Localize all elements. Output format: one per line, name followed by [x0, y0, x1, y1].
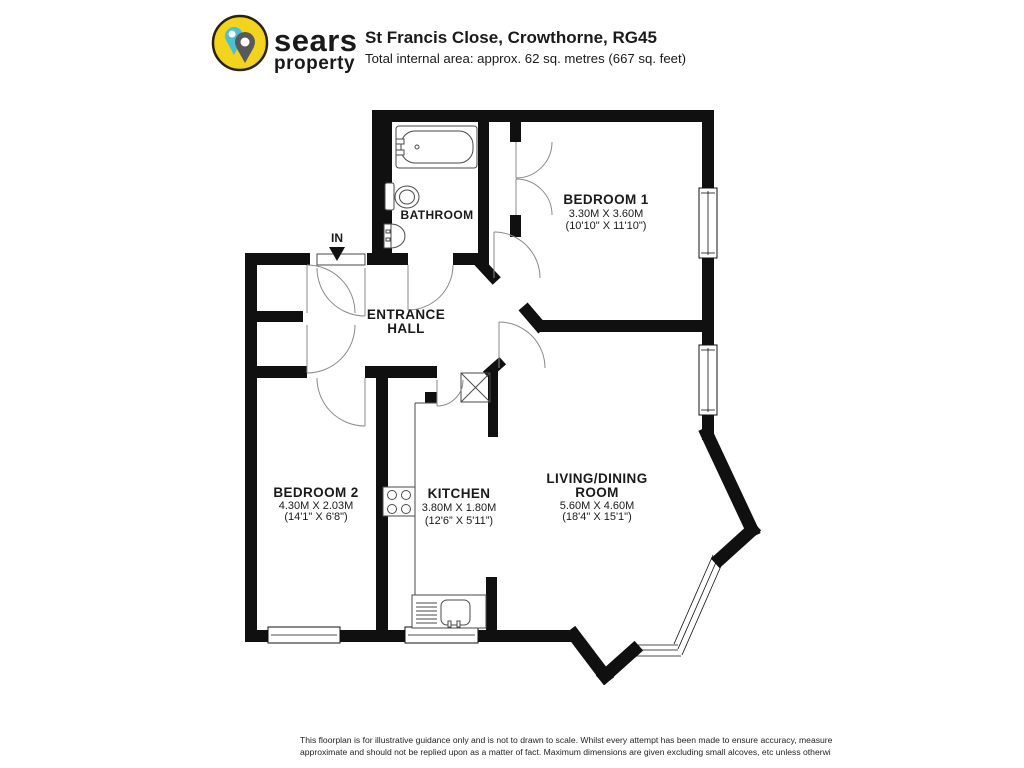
disclaimer-line1: This floorplan is for illustrative guidance only and is not to drawn to scale. Whilst every attempt has been made to ensure accuracy, measure: [300, 735, 833, 745]
entrance-hall-label: [367, 307, 445, 336]
hob-icon: [383, 487, 415, 516]
living-room-window: [699, 345, 717, 415]
svg-text:BEDROOM 2: BEDROOM 2: [273, 485, 359, 500]
svg-text:3.80M X 1.80M: 3.80M X 1.80M: [421, 502, 497, 514]
entrance-marker: [329, 231, 345, 261]
bathroom-sink-icon: [384, 224, 405, 248]
footer: [300, 735, 833, 757]
floor-plan: [245, 110, 752, 676]
bedroom2-door: [317, 378, 365, 426]
svg-text:5.60M X 4.60M: 5.60M X 4.60M: [559, 500, 635, 512]
living-dining-label: [546, 471, 647, 523]
kitchen-sink-icon: [412, 595, 486, 628]
room-labels: [273, 192, 648, 527]
svg-text:(14'1" X 6'8"): (14'1" X 6'8"): [284, 511, 348, 523]
sears-property-logo-icon: [213, 16, 267, 70]
bathroom-door: [408, 265, 453, 310]
bay-window: [634, 555, 721, 656]
kitchen-window: [405, 627, 478, 643]
toilet-icon: [385, 183, 419, 210]
svg-text:3.30M X 3.60M: 3.30M X 3.60M: [568, 208, 644, 220]
cupboard-icon: [461, 373, 490, 402]
cupboard-door-a: [307, 265, 355, 313]
cupboard-door-b: [307, 325, 355, 373]
svg-text:ROOM: ROOM: [575, 485, 619, 500]
svg-text:KITCHEN: KITCHEN: [427, 486, 491, 501]
kitchen-door: [437, 380, 463, 406]
svg-text:LIVING/DINING: LIVING/DINING: [546, 471, 648, 486]
disclaimer-line2: approximate and should not be replied upon as a matter of fact. Maximum dimensions are given excluding small alcoves, etc unless otherwi: [300, 747, 831, 757]
bedroom1-double-door: [516, 142, 552, 215]
svg-text:HALL: HALL: [387, 321, 425, 336]
brand-suffix: property: [274, 53, 356, 74]
doors: [307, 142, 552, 426]
bedroom2-window: [268, 627, 340, 643]
brand-name: sears: [274, 23, 358, 58]
entrance-door: [317, 254, 365, 316]
kitchen-label: [422, 486, 497, 527]
page-title: St Francis Close, Crowthorne, RG45: [365, 28, 657, 47]
svg-text:(10'10" X 11'10"): (10'10" X 11'10"): [565, 220, 647, 232]
svg-text:(18'4" X 15'1"): (18'4" X 15'1"): [562, 511, 632, 523]
bedroom1-window: [699, 188, 717, 258]
header: [213, 16, 686, 74]
walls: [245, 110, 752, 676]
bathroom-fixtures: [384, 126, 477, 248]
in-label: IN: [331, 231, 343, 245]
bathroom-label: BATHROOM: [400, 208, 474, 222]
hall-door: [494, 232, 540, 278]
bedroom1-label: [563, 192, 648, 232]
svg-text:(12'6” X 5'11”): (12'6” X 5'11”): [424, 515, 494, 527]
svg-text:BEDROOM 1: BEDROOM 1: [563, 192, 649, 207]
page-subtitle: Total internal area: approx. 62 sq. metres (667 sq. feet): [365, 51, 687, 66]
bedroom2-label: [273, 485, 358, 523]
svg-text:ENTRANCE: ENTRANCE: [366, 307, 446, 322]
svg-text:4.30M X 2.03M: 4.30M X 2.03M: [278, 500, 354, 512]
bathtub-icon: [396, 126, 477, 168]
